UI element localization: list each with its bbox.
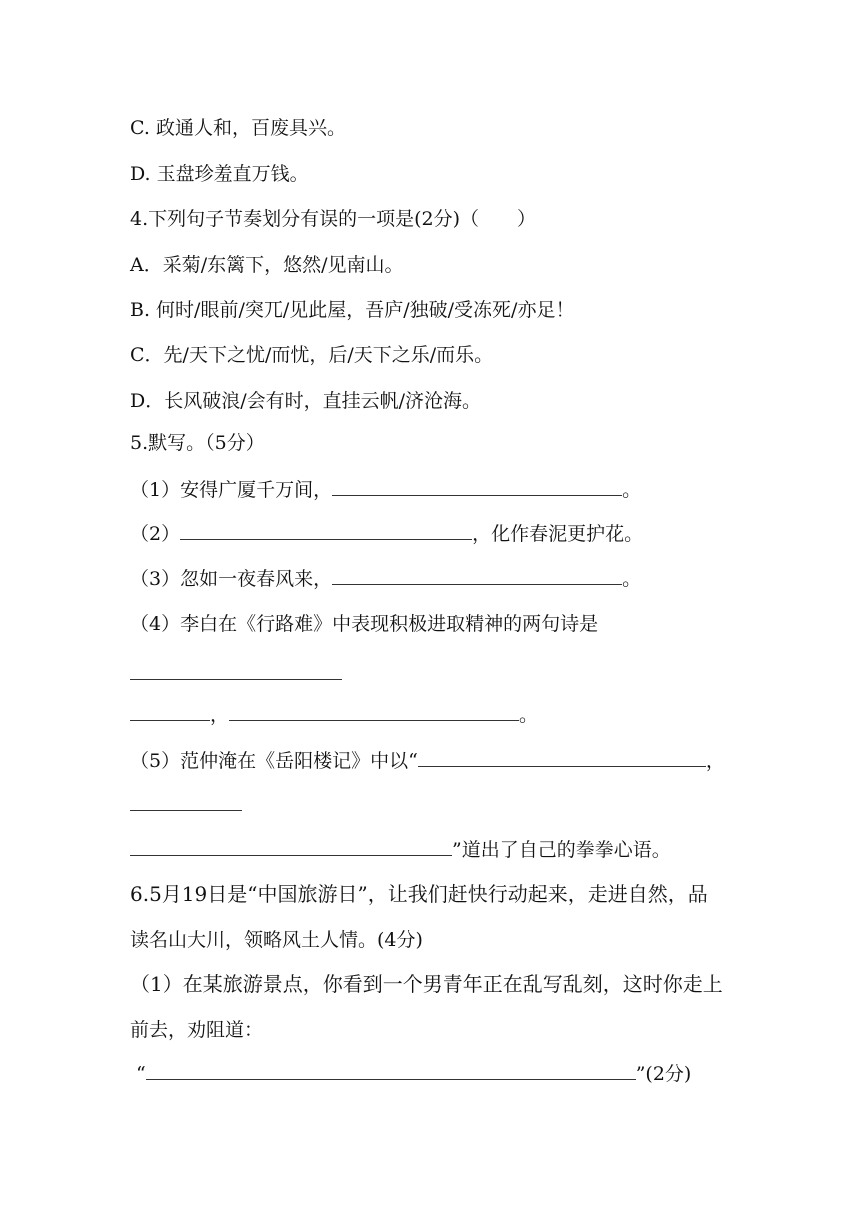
- answer-blank[interactable]: [130, 706, 210, 721]
- q5-item-2-prefix: （2）: [130, 523, 181, 545]
- q5-item-1: [130, 478, 641, 502]
- q6-sub1-line-1: （1）在某旅游景点，你看到一个男青年正在乱写乱刻，这时你走上: [130, 972, 723, 996]
- q5-item-3: [130, 567, 641, 591]
- q4-option-d: D．长风破浪/会有时，直挂云帆/济沧海。: [130, 390, 482, 412]
- answer-blank[interactable]: [130, 796, 242, 811]
- q5-item-5-text: （5）范仲淹在《岳阳楼记》中以“: [130, 750, 418, 772]
- q6-sub1-answer: [136, 1062, 691, 1086]
- q5-item-4-comma: ，: [210, 704, 230, 726]
- q4-stem: 4.下列句子节奏划分有误的一项是(2分)（ ）: [130, 208, 537, 230]
- q6-stem-line-1: 6.5月19日是“中国旅游日”，让我们赶快行动起来，走进自然，品: [130, 882, 708, 906]
- q5-item-1-prefix: （1）安得广厦千万间，: [130, 479, 333, 501]
- q5-item-1-suffix: 。: [622, 479, 642, 501]
- q5-item-3-suffix: 。: [622, 568, 642, 590]
- answer-blank[interactable]: [418, 752, 706, 767]
- q4-option-c: C．先/天下之忧/而忧，后/天下之乐/而乐。: [130, 344, 494, 366]
- q4-option-b: B. 何时/眼前/突兀/见此屋，吾庐/独破/受冻死/亦足！: [130, 299, 575, 321]
- q4-option-a: A．采菊/东篱下，悠然/见南山。: [130, 254, 404, 276]
- q5-item-2: [130, 522, 643, 546]
- answer-blank[interactable]: [146, 1065, 636, 1080]
- q5-stem: 5.默写。（5分）: [130, 432, 265, 454]
- q6-stem-line-2: 读名山大川，领略风土人情。(4分): [130, 929, 423, 951]
- q5-item-4-end: 。: [519, 704, 539, 726]
- q3-option-d: D. 玉盘珍羞直万钱。: [130, 163, 309, 185]
- q5-item-5-comma: ，: [705, 750, 725, 772]
- answer-blank[interactable]: [332, 570, 622, 585]
- q5-item-5-answer: [130, 838, 671, 862]
- q5-item-5: [130, 749, 725, 773]
- q3-option-c: C. 政通人和，百废具兴。: [130, 117, 346, 139]
- q5-item-4: （4）李白在《行路难》中表现积极进取精神的两句诗是: [130, 613, 599, 635]
- q5-item-3-prefix: （3）忽如一夜春风来，: [130, 568, 333, 590]
- q5-item-4-answer: [130, 703, 538, 727]
- answer-blank[interactable]: [130, 841, 452, 856]
- answer-open-quote: “: [136, 1063, 146, 1085]
- answer-close-and-points: ”(2分): [635, 1063, 692, 1085]
- answer-blank[interactable]: [229, 706, 519, 721]
- answer-blank[interactable]: [180, 525, 472, 540]
- answer-blank[interactable]: [130, 665, 342, 680]
- answer-blank[interactable]: [332, 481, 622, 496]
- q5-item-2-suffix: ，化作春泥更护花。: [472, 523, 644, 545]
- q5-item-5-end: ”道出了自己的拳拳心语。: [452, 839, 671, 861]
- q6-sub1-line-2: 前去，劝阻道：: [130, 1019, 264, 1041]
